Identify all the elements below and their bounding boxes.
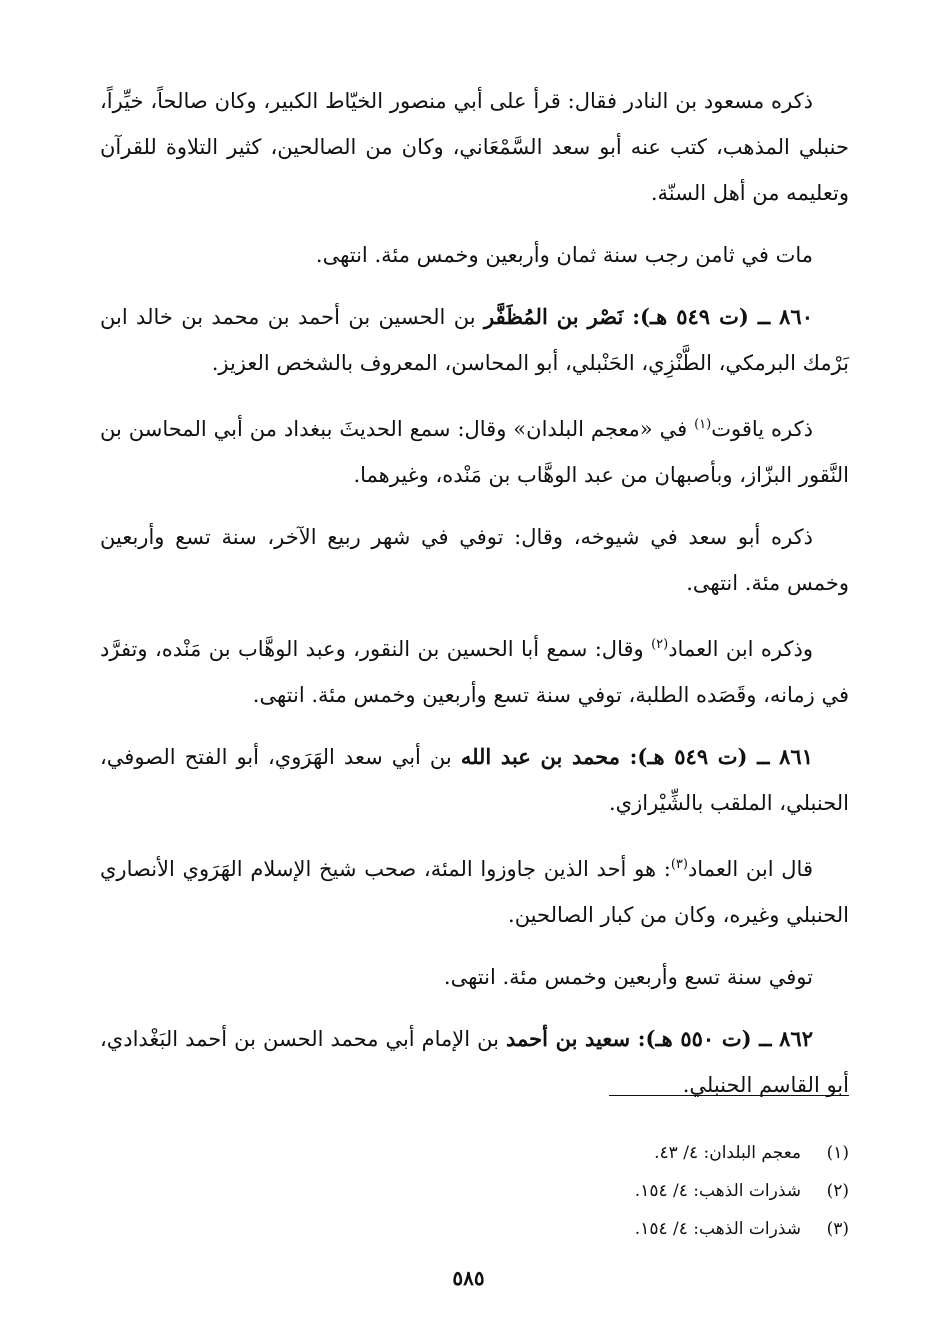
paragraph-6-text-a: وذكره ابن العماد bbox=[668, 637, 813, 661]
entry-862-text: بن الإمام أبي محمد الحسن بن أحمد البَغْدادي، أبو القاسم الحنبلي. bbox=[100, 1027, 849, 1097]
paragraph-4 bbox=[100, 402, 849, 498]
entry-860-text: بن الحسين بن أحمد بن محمد بن خالد ابن بَرْمك البرمكي، الطَّنْزِي، الحَنْبلي، أبو المحاسن، المعروف بالشخص العزيز. bbox=[100, 305, 849, 375]
footnotes bbox=[635, 1134, 849, 1248]
footnote-number: (٣) bbox=[826, 1219, 849, 1239]
entry-861-text: بن أبي سعد الهَرَوي، أبو الفتح الصوفي، الحنبلي، الملقب بالشِّيْرازي. bbox=[100, 745, 849, 815]
paragraph-4-text-b: في «معجم البلدان» وقال: سمع الحديثَ ببغداد من أبي المحاسن بن النَّقور البزّاز، وبأصبهان من عبد الوهَّاب بن مَنْده، وغيرهما. bbox=[100, 417, 849, 487]
paragraph-2: مات في ثامن رجب سنة ثمان وأربعين وخمس مئة. انتهى. bbox=[315, 243, 813, 267]
footnote-text: معجم البلدان: ٤/ ٤٣. bbox=[654, 1143, 801, 1163]
paragraph-4-text-a: ذكره ياقوت bbox=[711, 417, 813, 441]
paragraph-8 bbox=[100, 842, 849, 938]
footnote-ref-3: (٣) bbox=[670, 857, 688, 872]
footnote-number: (١) bbox=[826, 1143, 849, 1163]
paragraph-8-text-a: قال ابن العماد bbox=[687, 857, 813, 881]
paragraph-5: ذكره أبو سعد في شيوخه، وقال: توفي في شهر ربيع الآخر، سنة تسع وأربعين وخمس مئة. انتهى. bbox=[100, 525, 849, 595]
footnote-ref-1: (١) bbox=[694, 417, 712, 432]
page-body bbox=[100, 78, 849, 1124]
paragraph-8-text-b: : هو أحد الذين جاوزوا المئة، صحب شيخ الإسلام الهَرَوي الأنصاري الحنبلي وغيره، وكان من كبار الصالحين. bbox=[100, 857, 849, 927]
footnote-divider bbox=[609, 1095, 849, 1096]
footnote-2 bbox=[635, 1172, 849, 1210]
paragraph-1: ذكره مسعود بن النادر فقال: قرأ على أبي منصور الخيّاط الكبير، وكان صالحاً، خيِّراً، حنبلي المذهب، كتب عنه أبو سعد السَّمْعَاني، وكان من الصالحين، كثير التلاوة للقرآن وتعليمه من أهل السنّة. bbox=[100, 89, 849, 205]
footnote-number: (٢) bbox=[826, 1181, 849, 1201]
paragraph-6-text-b: وقال: سمع أبا الحسين بن النقور، وعبد الوهَّاب بن مَنْده، وتفرَّد في زمانه، وقَصَده الطلبة، توفي سنة تسع وأربعين وخمس مئة. انتهى. bbox=[100, 637, 849, 707]
footnote-text: شذرات الذهب: ٤/ ١٥٤. bbox=[634, 1219, 801, 1239]
footnote-3 bbox=[635, 1210, 849, 1248]
footnote-text: شذرات الذهب: ٤/ ١٥٤. bbox=[634, 1181, 801, 1201]
entry-860 bbox=[100, 294, 849, 386]
page-number: ٥٨٥ bbox=[452, 1266, 485, 1290]
paragraph-6 bbox=[100, 622, 849, 718]
footnote-ref-2: (٢) bbox=[651, 637, 669, 652]
paragraph-9: توفي سنة تسع وأربعين وخمس مئة. انتهى. bbox=[443, 965, 813, 989]
entry-862-heading: ٨٦٢ ــ (ت ٥٥٠ هـ): سعيد بن أحمد bbox=[505, 1026, 813, 1051]
entry-860-heading: ٨٦٠ ــ (ت ٥٤٩ هـ): نَصْر بن المُظَفَّر bbox=[483, 304, 813, 329]
entry-861-heading: ٨٦١ ــ (ت ٥٤٩ هـ): محمد بن عبد الله bbox=[460, 744, 813, 769]
entry-861 bbox=[100, 734, 849, 826]
footnote-1 bbox=[635, 1134, 849, 1172]
